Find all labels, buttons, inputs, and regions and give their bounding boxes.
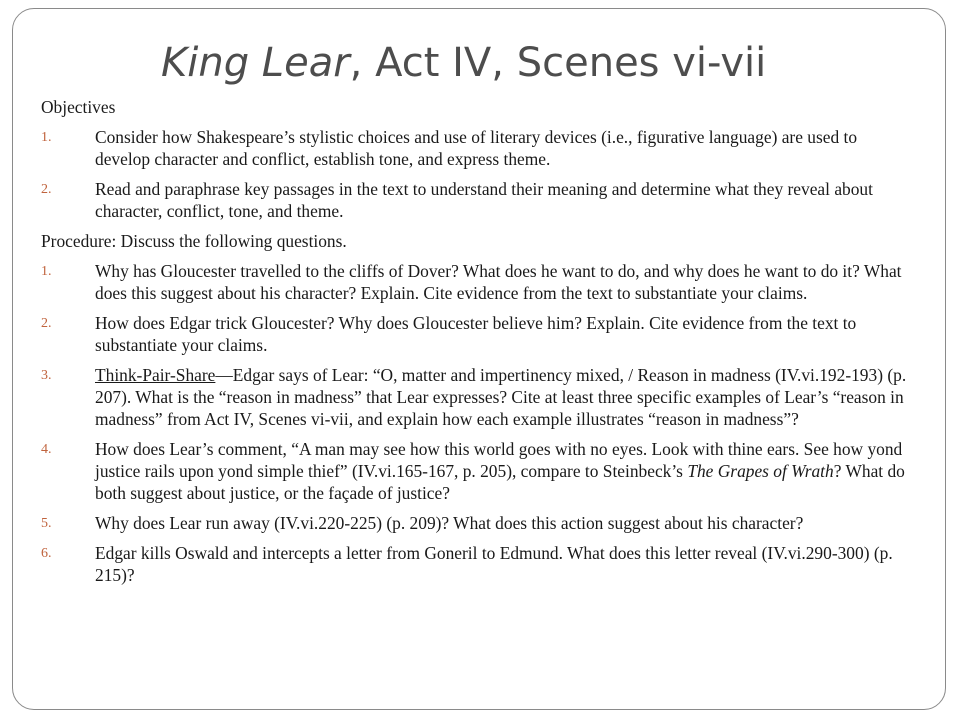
objectives-heading: Objectives bbox=[41, 97, 116, 117]
procedure-list bbox=[41, 260, 913, 586]
question-text: Why does Lear run away (IV.vi.220-225) (p. 209)? What does this action suggest about his character? bbox=[95, 513, 804, 533]
list-number: 5. bbox=[41, 516, 52, 531]
book-title: The Grapes of Wrath bbox=[687, 461, 834, 481]
list-number: 1. bbox=[41, 264, 52, 279]
objective-text: Read and paraphrase key passages in the text to understand their meaning and determine what they reveal about character, conflict, tone, and theme. bbox=[95, 179, 873, 221]
title-act-scene: , Act IV, Scenes vi-vii bbox=[349, 40, 767, 86]
procedure-heading: Procedure: Discuss the following questions. bbox=[41, 231, 347, 251]
list-number: 2. bbox=[41, 316, 52, 331]
question-item bbox=[41, 512, 913, 534]
question-text: Edgar kills Oswald and intercepts a letter from Goneril to Edmund. What does this letter reveal (IV.vi.290-300) (p. 215)? bbox=[95, 543, 893, 585]
list-number: 6. bbox=[41, 546, 52, 561]
question-item bbox=[41, 364, 913, 430]
question-item bbox=[41, 542, 913, 586]
slide-title bbox=[161, 39, 766, 87]
question-text-end: ? What do both suggest about justice, or the façade of justice? bbox=[95, 461, 905, 503]
objective-item bbox=[41, 126, 913, 170]
list-number: 3. bbox=[41, 368, 52, 383]
objective-item bbox=[41, 178, 913, 222]
question-text: How does Lear’s comment, “A man may see how this world goes with no eyes. Look with thine ears. See how yond justice rails upon yond simple thief” (IV.vi.165-167, p. 205), compare to Steinbeck’s bbox=[95, 439, 903, 481]
slide-body bbox=[41, 96, 913, 594]
list-number: 2. bbox=[41, 182, 52, 197]
objectives-list bbox=[41, 126, 913, 222]
objective-text: Consider how Shakespeare’s stylistic choices and use of literary devices (i.e., figurative language) are used to develop character and conflict, establish tone, and express theme. bbox=[95, 127, 858, 169]
question-text: —Edgar says of Lear: “O, matter and impertinency mixed, / Reason in madness (IV.vi.192-193) (p. 207). What is the “reason in madness” that Lear expresses? Cite at least three specific examples of Lear’s “reason in madness” from Act IV, Scenes vi-vii, and explain how each example illustrates “reason in madness”? bbox=[95, 365, 907, 429]
title-play-name: King Lear bbox=[161, 40, 350, 86]
list-number: 1. bbox=[41, 130, 52, 145]
question-item bbox=[41, 312, 913, 356]
question-text: Why has Gloucester travelled to the cliffs of Dover? What does he want to do, and why does he want to do it? What does this suggest about his character? Explain. Cite evidence from the text to substantiate your claims. bbox=[95, 261, 902, 303]
question-item bbox=[41, 260, 913, 304]
list-number: 4. bbox=[41, 442, 52, 457]
think-pair-share-label: Think-Pair-Share bbox=[95, 365, 216, 385]
question-item bbox=[41, 438, 913, 504]
question-text: How does Edgar trick Gloucester? Why does Gloucester believe him? Explain. Cite evidence from the text to substantiate your claims. bbox=[95, 313, 857, 355]
